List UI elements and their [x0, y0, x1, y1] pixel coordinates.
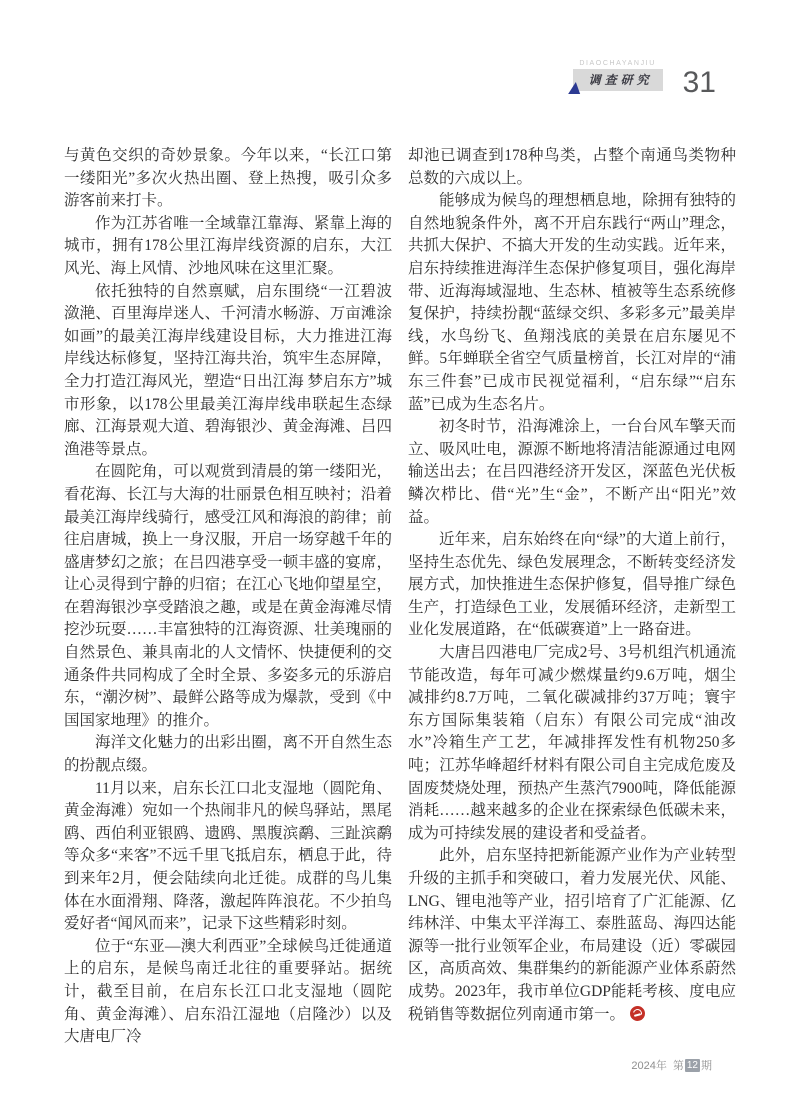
issue-suffix: 期: [701, 1060, 712, 1072]
page-footer: [631, 1057, 712, 1073]
issue-prefix: 第: [672, 1060, 684, 1072]
paragraph: 在圆陀角，可以观赏到清晨的第一缕阳光，看花海、长江与大海的壮丽景色相互映衬；沿着最美江海岸线骑行，感受江风和海浪的韵律；前往启唐城，换上一身汉服，开启一场穿越千年的盛唐梦幻之旅；在吕四港享受一顿丰盛的宴席，让心灵得到宁静的归宿；在江心飞地仰望星空，在碧海银沙享受踏浪之趣，或是在黄金海滩尽情挖沙玩耍……丰富独特的江海资源、壮美瑰丽的自然景色、兼具南北的人文情怀、快捷便利的交通条件共同构成了全时全景、多姿多元的乐游启东，“潮汐树”、最鲜公路等成为爆款，受到《中国国家地理》的推介。: [64, 463, 392, 729]
article-body: [64, 145, 736, 1049]
footer-issue: [673, 1057, 712, 1073]
page-number: 31: [682, 66, 716, 99]
paragraph: 却池已调查到178种鸟类，占整个南通鸟类物种总数的六成以上。: [408, 147, 736, 187]
right-column: [408, 145, 736, 1049]
left-column: [64, 145, 392, 1049]
paragraph-text: 此外，启东坚持把新能源产业作为产业转型升级的主抓手和突破口，着力发展光伏、风能、LNG、锂电池等产业，招引培育了广汇能源、亿纬林洋、中集太平洋海工、泰胜蓝岛、海四达能源等一批行业领军企业，布局建设（近）零碳园区，高质高效、集群集约的新能源产业体系蔚然成势。2023年，我市单位GDP能耗考核、度电应税销售等数据位列南通市第一。: [408, 847, 736, 1023]
paragraph: 大唐吕四港电厂完成2号、3号机组汽机通流节能改造，每年可减少燃煤量约9.6万吨，烟尘减排约8.7万吨，二氧化碳减排约37万吨；寰宇东方国际集装箱（启东）有限公司完成“油改水”冷箱生产工艺，年减排挥发性有机物250多吨；江苏华峰超纤材料有限公司自主完成危废及固废焚烧处理，预热产生蒸汽7900吨，降低能源消耗……越来越多的企业在探索绿色低碳未来，成为可持续发展的建设者和受益者。: [408, 644, 736, 842]
section-title-banner: [573, 69, 663, 91]
red-seal-icon: [630, 1006, 645, 1021]
paragraph: 与黄色交织的奇妙景象。今年以来，“长江口第一缕阳光”多次火热出圈、登上热搜，吸引众多游客前来打卡。: [64, 147, 392, 210]
issue-number-badge: 12: [686, 1059, 698, 1071]
paragraph: 海洋文化魅力的出彩出圈，离不开自然生态的扮靓点缀。: [64, 734, 392, 775]
blue-triangle-icon: [568, 82, 582, 94]
page-header: [573, 60, 716, 99]
paragraph: 11月以来，启东长江口北支湿地（圆陀角、黄金海滩）宛如一个热闹非凡的候鸟驿站，黑尾鸥、西伯利亚银鸥、遗鸥、黑腹滨鹬、三趾滨鹬等众多“来客”不远千里飞抵启东，栖息于此，待到来年2月，便会陆续向北迁徙。成群的鸟儿集体在水面滑翔、降落，激起阵阵浪花。不少拍鸟爱好者“闻风而来”，记录下这些精彩时刻。: [64, 779, 392, 933]
section-title: 调查研究: [588, 73, 653, 87]
paragraph: 能够成为候鸟的理想栖息地，除拥有独特的自然地貌条件外，离不开启东践行“两山”理念，共抓大保护、不搞大开发的生动实践。近年来，启东持续推进海洋生态保护修复项目，强化海岸带、近海海域湿地、生态林、植被等生态系统修复保护，持续扮靓“蓝绿交织、多彩多元”最美岸线，水鸟纷飞、鱼翔浅底的美景在启东屡见不鲜。5年蝉联全省空气质量榜首，长江对岸的“浦东三件套”已成市民视觉福利，“启东绿”“启东蓝”已成为生态名片。: [408, 192, 736, 413]
paragraph: 初冬时节，沿海滩涂上，一台台风车擎天而立、吸风吐电，源源不断地将清洁能源通过电网输送出去；在吕四港经济开发区，深蓝色光伏板鳞次栉比、借“光”生“金”，不断产出“阳光”效益。: [408, 418, 736, 526]
paragraph: 依托独特的自然禀赋，启东围绕“一江碧波潋滟、百里海岸迷人、千河清水畅游、万亩滩涂如画”的最美江海岸线建设目标，大力推进江海岸线达标修复，坚持江海共治，筑牢生态屏障，全力打造江海风光，塑造“日出江海 梦启东方”城市形象，以178公里最美江海岸线串联起生态绿廊、江海景观大道、碧海银沙、黄金海滩、吕四渔港等景点。: [64, 282, 392, 458]
section-banner-group: [573, 60, 663, 91]
paragraph: 位于“东亚—澳大利西亚”全球候鸟迁徙通道上的启东，是候鸟南迁北往的重要驿站。据统计，截至目前，在启东长江口北支湿地（圆陀角、黄金海滩）、启东沿江湿地（启隆沙）以及大唐电厂冷: [64, 937, 392, 1046]
paragraph: [408, 845, 736, 1026]
paragraph: 作为江苏省唯一全域靠江靠海、紧靠上海的城市，拥有178公里江海岸线资源的启东，大江风光、海上风情、沙地风味在这里汇聚。: [64, 214, 392, 277]
footer-year: 2024年: [631, 1060, 667, 1072]
paragraph: 近年来，启东始终在向“绿”的大道上前行，坚持生态优先、绿色发展理念，不断转变经济发展方式，加快推进生态保护修复，倡导推广绿色生产，打造绿色工业，发展循环经济，走新型工业化发展道路，在“低碳赛道”上一路奋进。: [408, 531, 736, 639]
journal-code-label: DIAOCHAYANJIU: [579, 60, 656, 67]
